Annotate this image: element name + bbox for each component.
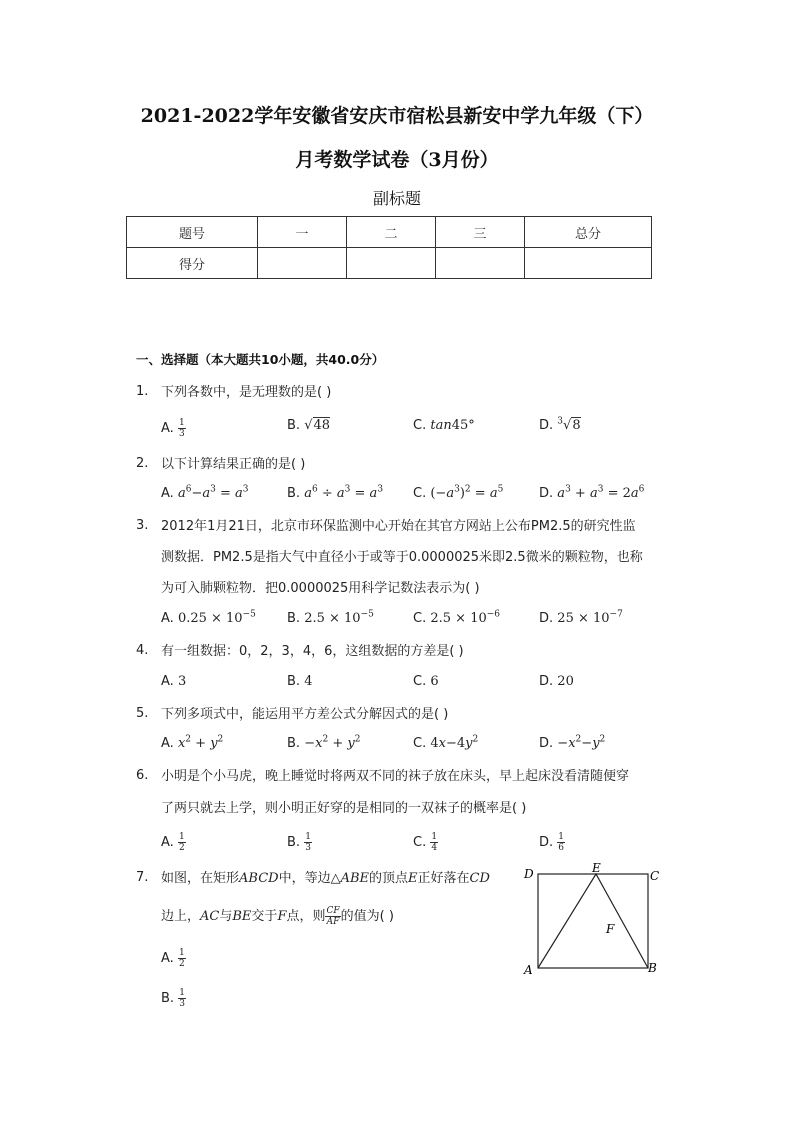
header-cell-part1: 一 bbox=[258, 217, 347, 248]
option-c: C. $\frac{1}{4}$ bbox=[413, 832, 438, 853]
fraction: $\frac{1}{3}$ bbox=[178, 418, 185, 439]
label-d: D bbox=[524, 867, 534, 881]
option-b: B. $2.5 \times 10^{-5}$ bbox=[287, 609, 374, 626]
score-cell[interactable] bbox=[347, 248, 436, 279]
option-d: D. $\frac{1}{6}$ bbox=[539, 832, 565, 853]
option-a: A. $0.25 \times 10^{-5}$ bbox=[161, 609, 256, 626]
exam-title-line2: 月考数学试卷（3月份） bbox=[295, 149, 499, 171]
question-text-line: 了两只就去上学，则小明正好穿的是相同的一双袜子的概率是( ) bbox=[161, 801, 527, 816]
question-text: 下列各数中，是无理数的是( ) bbox=[161, 385, 332, 400]
option-d: D. $25 \times 10^{-7}$ bbox=[539, 609, 623, 626]
option-d: D. $-x^2-y^2$ bbox=[539, 734, 606, 751]
option-d: D. $a^3 + a^3 = 2a^6$ bbox=[539, 484, 645, 501]
option-a: A. $x^2 + y^2$ bbox=[161, 734, 224, 751]
label-c: C bbox=[650, 869, 660, 883]
subtitle: 副标题 bbox=[372, 189, 421, 208]
question-number: 7. bbox=[136, 870, 149, 885]
option-b: B. $\frac{1}{3}$ bbox=[161, 988, 185, 1009]
option-c: C. tan45° bbox=[413, 418, 475, 433]
header-cell-part3: 三 bbox=[436, 217, 525, 248]
exam-title-line1: 2021-2022学年安徽省安庆市宿松县新安中学九年级（下） bbox=[140, 105, 654, 127]
question-number: 4. bbox=[136, 643, 149, 658]
option-a: A. $a^6-a^3 = a^3$ bbox=[161, 484, 249, 501]
score-table-score-row bbox=[127, 248, 652, 279]
question-text-line: 边上，AC与BE交于F点，则 $\frac{CF}{AF}$ 的值为( ) bbox=[161, 906, 394, 927]
option-letter: A. bbox=[161, 421, 174, 436]
label-a: A bbox=[524, 963, 533, 977]
question-text: 有一组数据：0，2，3，4，6，这组数据的方差是( ) bbox=[161, 644, 464, 659]
question-text: 下列多项式中，能运用平方差公式分解因式的是( ) bbox=[161, 707, 449, 722]
question-text-line: 为可入肺颗粒物．把0.0000025用科学记数法表示为( ) bbox=[161, 581, 480, 596]
section-header: 一、选择题（本大题共10小题，共40.0分） bbox=[136, 352, 385, 367]
option-a: A. 3 bbox=[161, 674, 187, 689]
option-d: D. 20 bbox=[539, 674, 574, 689]
option-b: B. $\frac{1}{3}$ bbox=[287, 832, 311, 853]
option-letter: C. bbox=[413, 418, 427, 433]
header-cell-part2: 二 bbox=[347, 217, 436, 248]
score-cell[interactable] bbox=[525, 248, 652, 279]
option-c: C. $2.5 \times 10^{-6}$ bbox=[413, 609, 501, 626]
option-letter: B. bbox=[287, 418, 301, 433]
option-d: D. $^3$√8 bbox=[539, 416, 581, 433]
header-cell-number: 题号 bbox=[127, 217, 258, 248]
question-number: 2. bbox=[136, 456, 149, 471]
score-table-header-row bbox=[127, 217, 652, 248]
score-table bbox=[126, 216, 652, 279]
option-b: B. √48 bbox=[287, 418, 331, 433]
option-b: B. $a^6 \div a^3 = a^3$ bbox=[287, 484, 384, 501]
triangle-abe bbox=[538, 874, 648, 968]
score-cell[interactable] bbox=[258, 248, 347, 279]
option-a: A. $\frac{1}{2}$ bbox=[161, 832, 185, 853]
option-b: B. $-x^2 + y^2$ bbox=[287, 734, 361, 751]
score-row-label: 得分 bbox=[127, 248, 258, 279]
question-text-line: 测数据．PM2.5是指大气中直径小于或等于0.0000025米即2.5微米的颗粒物，也称 bbox=[161, 550, 643, 565]
score-cell[interactable] bbox=[436, 248, 525, 279]
question-number: 1. bbox=[136, 384, 149, 399]
question-text-line: 2012年1月21日，北京市环保监测中心开始在其官方网站上公布PM2.5的研究性监 bbox=[161, 519, 636, 534]
question-number: 3. bbox=[136, 518, 149, 533]
label-f: F bbox=[606, 922, 615, 936]
question-number: 6. bbox=[136, 768, 149, 783]
option-b: B. 4 bbox=[287, 674, 313, 689]
option-c: C. 6 bbox=[413, 674, 439, 689]
rectangle-triangle-figure bbox=[518, 862, 666, 980]
question-number: 5. bbox=[136, 706, 149, 721]
option-letter: D. bbox=[539, 418, 554, 433]
option-c: C. $4x-4y^2$ bbox=[413, 734, 479, 751]
label-b: B bbox=[648, 961, 657, 975]
label-e: E bbox=[592, 862, 601, 875]
question-text-line: 如图，在矩形ABCD中，等边△ABE的顶点E正好落在CD bbox=[161, 871, 490, 886]
option-a bbox=[161, 418, 186, 439]
option-c: C. $(-a^3)^2 = a^5$ bbox=[413, 484, 504, 501]
header-cell-total: 总分 bbox=[525, 217, 652, 248]
rectangle-abcd bbox=[538, 874, 648, 968]
question-text-line: 小明是个小马虎，晚上睡觉时将两双不同的袜子放在床头，早上起床没看清随便穿 bbox=[161, 769, 630, 784]
question-text: 以下计算结果正确的是( ) bbox=[161, 457, 306, 472]
option-a: A. $\frac{1}{2}$ bbox=[161, 948, 185, 969]
